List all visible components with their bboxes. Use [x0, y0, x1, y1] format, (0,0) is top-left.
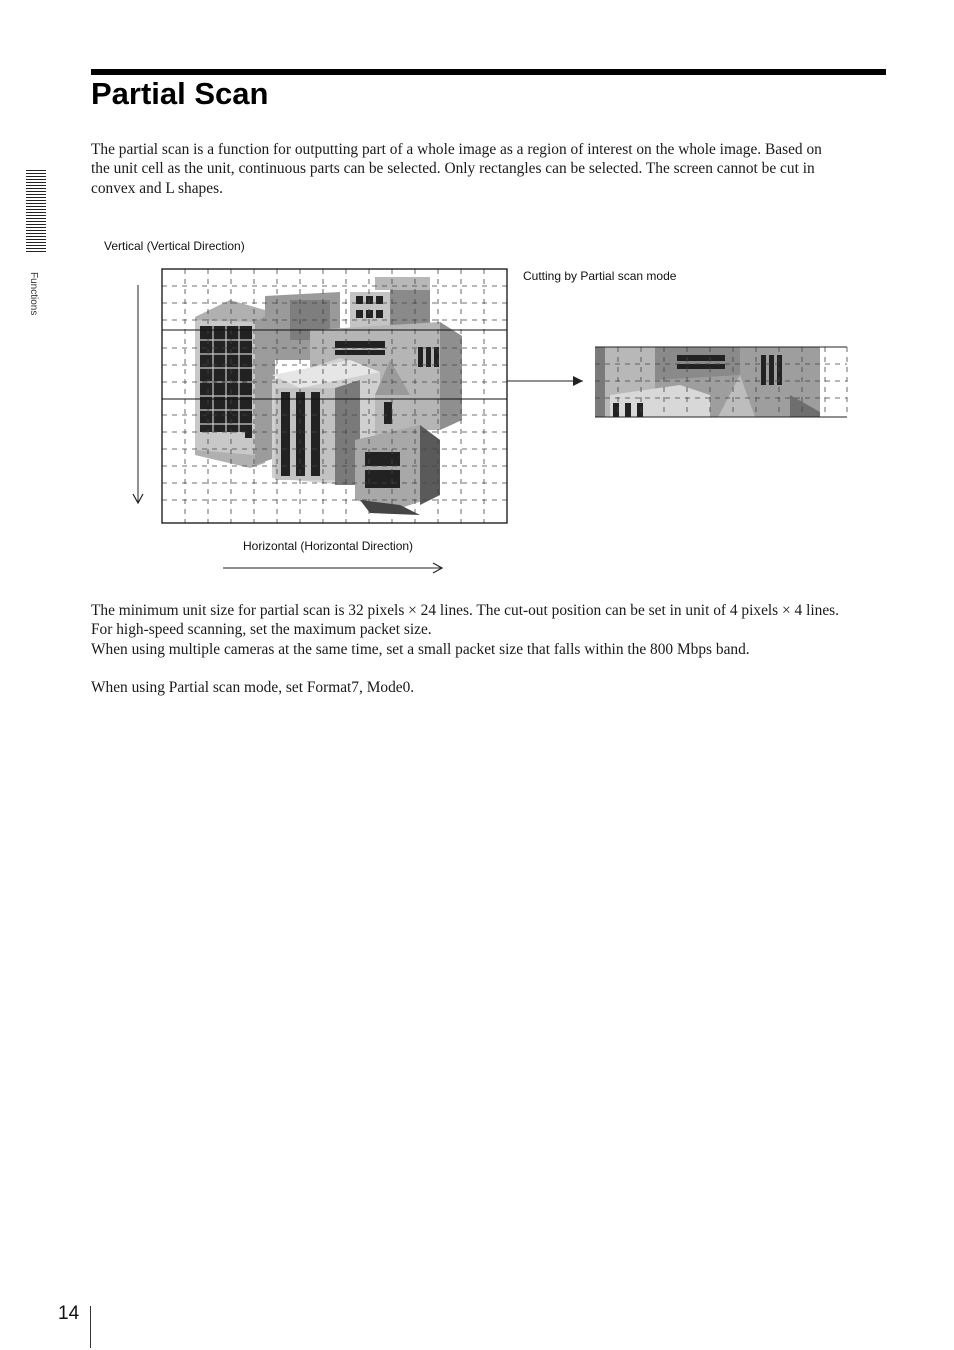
intro-line: convex and L shapes.: [91, 179, 223, 197]
body-line: The minimum unit size for partial scan is 32 pixels × 24 lines. The cut-out position can be set in unit of 4 pixels × 4 lines.: [91, 602, 840, 619]
note-paragraph: When using Partial scan mode, set Format7, Mode0.: [91, 679, 415, 696]
page-number-rule: [90, 1306, 91, 1348]
body-line: For high-speed scanning, set the maximum packet size.: [91, 621, 432, 639]
section-tab-label: Functions: [28, 272, 39, 316]
body-paragraph: [91, 601, 891, 659]
body-line: When using multiple cameras at the same time, set a small packet size that falls within the 800 Mbps band.: [91, 640, 750, 658]
vertical-direction-label: Vertical (Vertical Direction): [104, 239, 245, 253]
horizontal-direction-label: Horizontal (Horizontal Direction): [243, 539, 414, 553]
cropped-image-strip: [595, 347, 847, 417]
partial-scan-figure: [0, 0, 954, 600]
full-image-frame: [162, 269, 507, 523]
page-title: Partial Scan: [91, 76, 269, 111]
cutting-label: Cutting by Partial scan mode: [523, 269, 677, 283]
intro-line: the unit cell as the unit, continuous parts can be selected. Only rectangles can be selected. The screen cannot be cut in: [91, 160, 815, 178]
page-number: 14: [58, 1303, 80, 1324]
intro-line: The partial scan is a function for outputting part of a whole image as a region of interest on the whole image. Based on: [91, 141, 822, 158]
